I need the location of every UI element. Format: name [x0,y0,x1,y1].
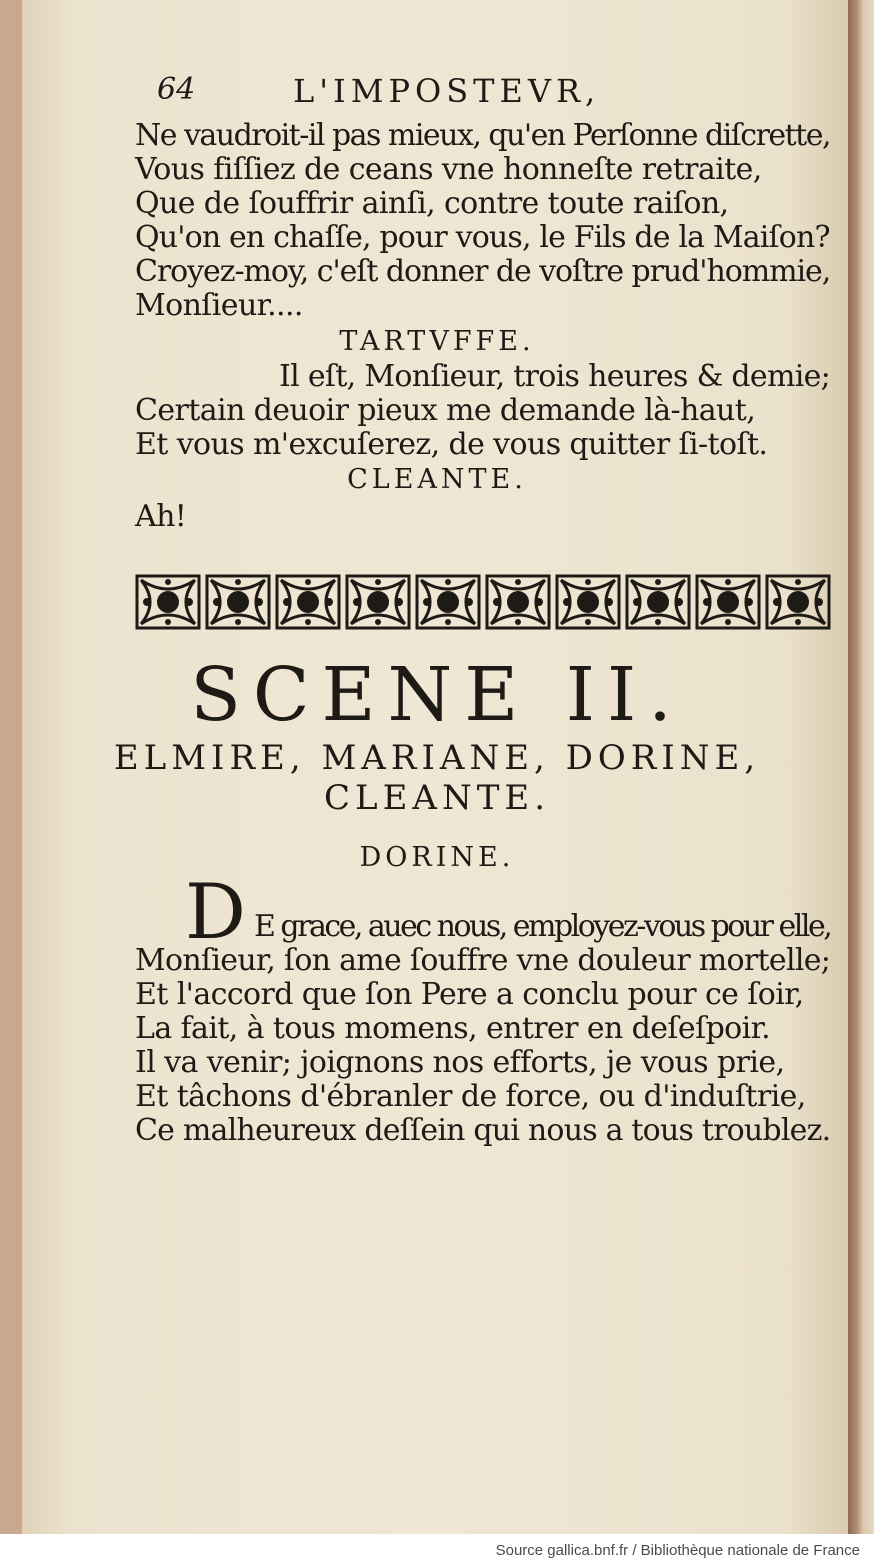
page-sheet [22,0,848,1534]
speaker-name: DORINE. [359,842,515,873]
ornament-unit [557,576,619,628]
verse-line: Monſieur.... [135,288,303,323]
verse-line: La fait, à tous momens, entrer en deſeſpoir. [135,1011,771,1046]
cast-list: ELMIRE, MARIANE, DORINE, [113,738,761,778]
verse-line: Vous fiſſiez de ceans vne honneſte retraite, [135,152,762,187]
verse-line: Ne vaudroit-il pas mieux, qu'en Perſonne diſcrette, [135,118,830,153]
speaker-name: TARTVFFE. [339,326,535,357]
verse-line: Il va venir; joignons nos efforts, je vous prie, [135,1045,785,1080]
verse-line: Et vous m'excuſerez, de vous quitter ſi-toſt. [135,427,768,462]
ornament-unit [487,576,549,628]
verse-line: Certain deuoir pieux me demande là-haut, [135,393,756,428]
verse-line: Et tâchons d'ébranler de force, ou d'induſtrie, [135,1079,806,1114]
ornament-band [133,570,833,634]
ornament-unit [417,576,479,628]
running-head [157,72,717,112]
verse-line: Croyez-moy, c'eſt donner de voſtre prud'hommie, [135,254,831,289]
ornament-unit [137,576,199,628]
ornament-unit [767,576,829,628]
verse-line: Monſieur, ſon ame ſouffre vne douleur mortelle; [135,943,831,978]
verse-line: Il eſt, Monſieur, trois heures & demie; [279,359,831,394]
ornament-unit [627,576,689,628]
ornament-unit [347,576,409,628]
facing-page-edge [848,0,874,1534]
ornament-unit [697,576,759,628]
verse-line: Et l'accord que ſon Pere a conclu pour ce ſoir, [135,977,804,1012]
drop-cap: D [185,867,246,956]
speaker-name: CLEANTE. [347,464,527,495]
running-title: L'IMPOSTEVR, [293,72,601,110]
scene-title: SCENE II. [190,652,684,738]
ornament-unit [207,576,269,628]
ornament-unit [277,576,339,628]
verse-line: Ce malheureux deſſein qui nous a tous troublez. [135,1113,831,1148]
source-credit: Source gallica.bnf.fr / Bibliothèque nationale de France [495,1542,860,1559]
verse-line: Ah! [135,499,187,534]
page-number: 64 [157,72,196,107]
verse-line: E grace, auec nous, employez-vous pour elle, [254,909,831,944]
cast-list: CLEANTE. [323,778,551,818]
verse-line: Qu'on en chaſſe, pour vous, le Fils de la Maiſon? [135,220,830,255]
verse-line: Que de ſouffrir ainſi, contre toute raiſon, [135,186,729,221]
